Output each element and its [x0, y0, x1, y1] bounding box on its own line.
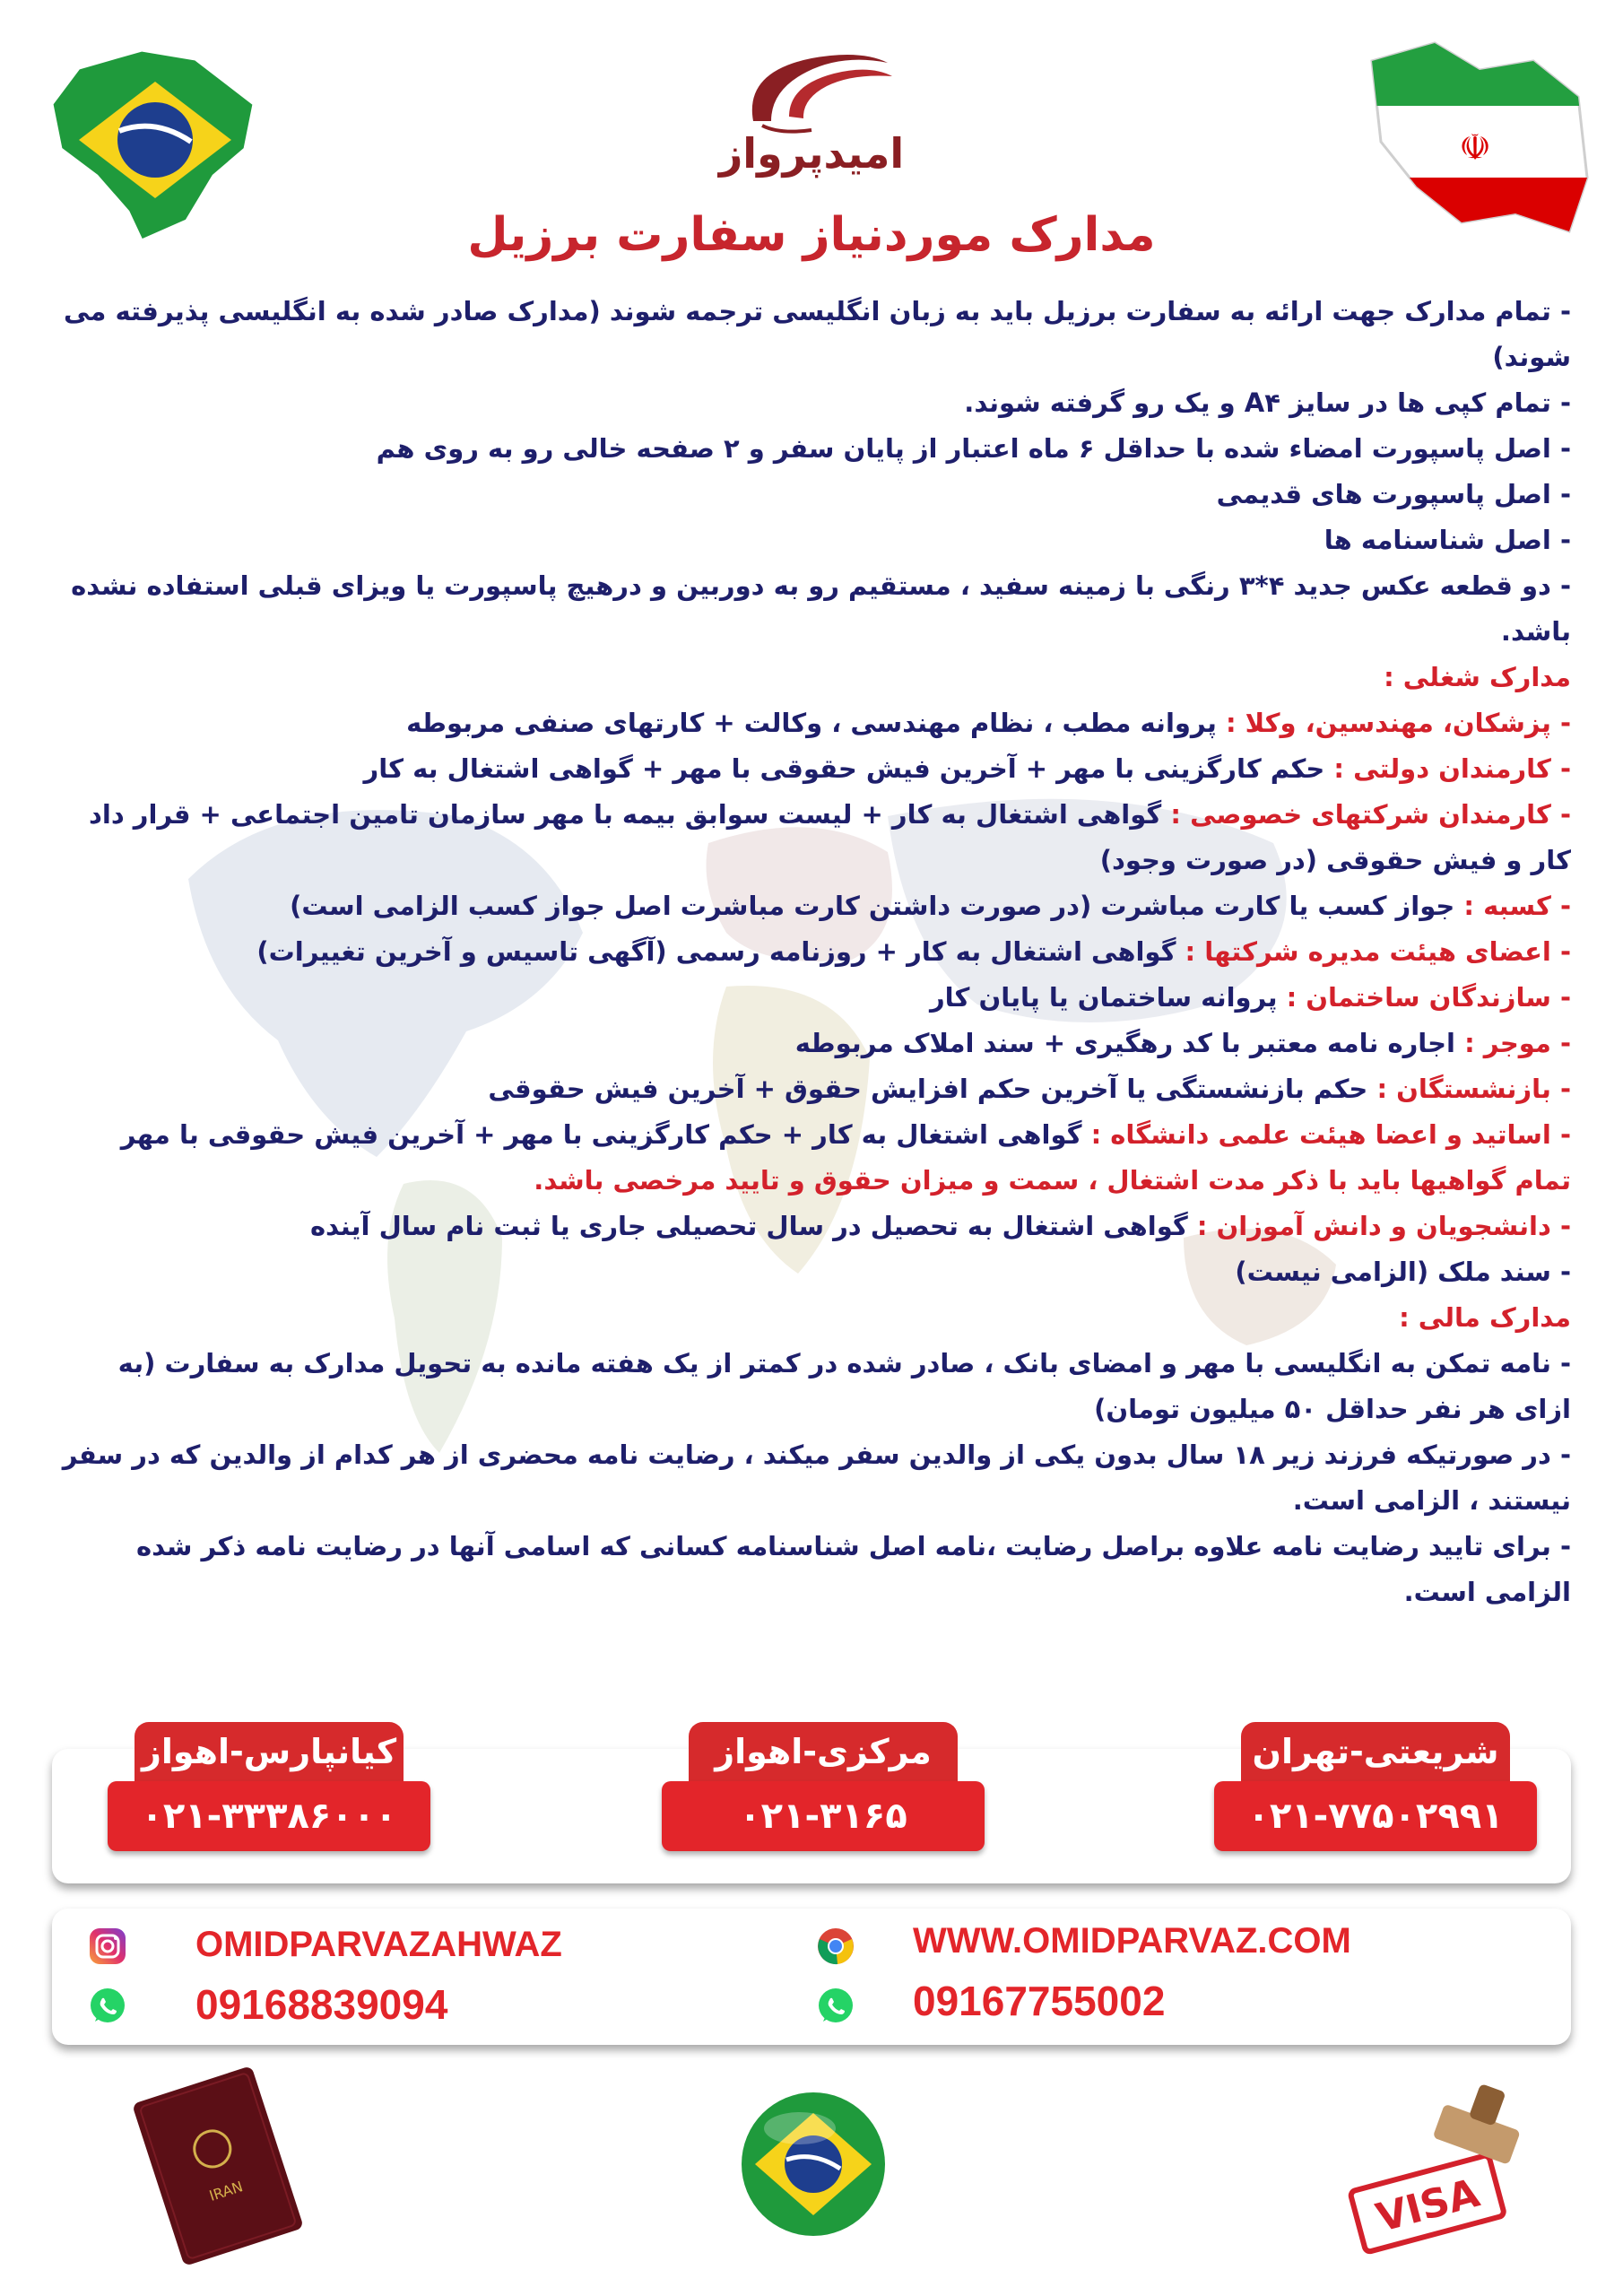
list-item: - اصل پاسپورت امضاء شده با حداقل ۶ ماه اعتبار از پایان سفر و ۲ صفحه خالی رو به روی هم — [376, 433, 1571, 464]
list-item — [56, 792, 1571, 883]
job-text: جواز کسب یا کارت مباشرت (در صورت داشتن کارت مباشرت اصل جواز کسب الزامی است) — [290, 891, 1464, 921]
header — [0, 0, 1623, 296]
brazil-map-flag — [43, 41, 267, 248]
certificate-note: تمام گواهیها باید با ذکر مدت اشتغال ، سمت و میزان حقوق و تایید مرخصی باشد. — [534, 1165, 1571, 1196]
list-item: - اصل شناسنامه ها — [1324, 525, 1571, 555]
website-url[interactable]: WWW.OMIDPARVAZ.COM — [913, 1921, 1351, 1961]
list-item — [56, 1066, 1571, 1112]
job-label: - کسبه : — [1463, 891, 1571, 921]
instagram-icon — [88, 1926, 127, 1966]
list-item — [56, 1021, 1571, 1066]
list-item: - نامه تمکن به انگلیسی با مهر و امضای بانک ، صادر شده در کمتر از یک هفته مانده به تحویل مدارک به سفارت (به ازای هر نفر حداقل ۵۰ میلیون تومان) — [117, 1348, 1571, 1424]
students-text: گواهی اشتغال به تحصیل در سال تحصیلی جاری یا ثبت نام سال آینده — [309, 1211, 1197, 1241]
list-item: - تمام مدارک جهت ارائه به سفارت برزیل باید به زبان انگلیسی ترجمه شوند (مدارک صادر شده به انگلیسی پذیرفته می شوند) — [64, 296, 1571, 372]
brand-logo — [713, 36, 910, 188]
list-item — [56, 929, 1571, 975]
list-item: - در صورتیکه فرزند زیر ۱۸ سال بدون یکی از والدین سفر میکند ، رضایت نامه محضری از هر کدام از والدین که در سفر نیستند ، الزامی است. — [62, 1439, 1571, 1516]
whatsapp-number-left[interactable]: 09168839094 — [195, 1981, 448, 2028]
instagram-handle[interactable]: OMIDPARVAZAHWAZ — [195, 1925, 562, 1964]
whatsapp-number-right[interactable]: 09167755002 — [913, 1978, 1166, 2024]
job-text: پروانه مطب ، نظام مهندسی ، وکالت + کارتهای صنفی مربوطه — [406, 708, 1226, 738]
list-item — [56, 883, 1571, 929]
financial-documents-heading: مدارک مالی : — [1399, 1302, 1571, 1333]
job-documents-heading: مدارک شغلی : — [1384, 662, 1571, 692]
branch-card-kianpars — [108, 1722, 430, 1866]
job-label: - سازندگان ساختمان : — [1286, 982, 1571, 1013]
students-label: - دانشجویان و دانش آموزان : — [1196, 1211, 1571, 1241]
job-label: - کارمندان شرکتهای خصوصی : — [1170, 799, 1571, 830]
job-text: گواهی اشتغال به کار + لیست سوابق بیمه با مهر سازمان تامین اجتماعی + قرار داد کار و فیش حقوقی (در صورت وجود) — [89, 799, 1571, 875]
branch-phone[interactable]: ۰۲۱-۳۳۳۸۶۰۰۰ — [108, 1781, 430, 1851]
page-title: مدارک موردنیاز سفارت برزیل — [467, 208, 1156, 262]
branch-phone[interactable]: ۰۲۱-۷۷۵۰۲۹۹۱ — [1214, 1781, 1537, 1851]
list-item — [56, 700, 1571, 746]
chrome-icon — [816, 1926, 855, 1966]
job-text: حکم کارگزینی با مهر + آخرین فیش حقوقی با مهر + گواهی اشتغال به کار — [363, 753, 1334, 784]
visa-stamp-image — [1320, 2079, 1553, 2258]
job-label: - موجر : — [1464, 1028, 1571, 1058]
job-label: - اعضای هیئت مدیره شرکتها : — [1185, 936, 1571, 967]
job-text: پروانه ساختمان یا پایان کار — [929, 982, 1287, 1013]
list-item: - برای تایید رضایت نامه علاوه براصل رضایت ،نامه اصل شناسنامه کسانی که اسامی آنها در رضایت نامه ذکر شده الزامی است. — [136, 1531, 1571, 1607]
list-item: - سند ملک (الزامی نیست) — [1235, 1257, 1571, 1287]
passport-label: IRAN — [207, 2178, 246, 2205]
job-text: اجاره نامه معتبر با کد رهگیری + سند املاک مربوطه — [794, 1028, 1465, 1058]
list-item: - اصل پاسپورت های قدیمی — [1216, 479, 1571, 509]
job-text: گواهی اشتغال به کار + حکم کارگزینی با مهر + آخرین فیش حقوقی با مهر — [120, 1119, 1091, 1150]
list-item: - دو قطعه عکس جدید ۴*۳ رنگی با زمینه سفید ، مستقیم رو به دوربین و درهیچ پاسپورت یا ویزای قبلی استفاده نشده باشد. — [71, 570, 1571, 647]
branch-name: شریعتی-تهران — [1241, 1722, 1510, 1785]
job-text: گواهی اشتغال به کار + روزنامه رسمی (آگهی تاسیس و آخرین تغییرات) — [256, 936, 1185, 967]
branches-panel — [52, 1732, 1571, 1883]
branch-card-markazi — [662, 1722, 985, 1866]
job-text: حکم بازنشستگی یا آخرین حکم افزایش حقوق + آخرین فیش حقوقی — [488, 1074, 1377, 1104]
job-label: - اساتید و اعضا هیئت علمی دانشگاه : — [1090, 1119, 1571, 1150]
iran-map-flag — [1354, 34, 1596, 258]
branch-name: مرکزی-اهواز — [689, 1722, 958, 1785]
list-item — [56, 1112, 1571, 1158]
stamp-label: VISA — [1371, 2170, 1485, 2242]
list-item — [56, 975, 1571, 1021]
list-item — [56, 1204, 1571, 1249]
svg-text:☫: ☫ — [1459, 127, 1491, 169]
list-item: - تمام کپی ها در سایز A۴ و یک رو گرفته شوند. — [964, 387, 1571, 418]
job-label: - کارمندان دولتی : — [1333, 753, 1571, 784]
job-label: - بازنشستگان : — [1376, 1074, 1571, 1104]
brazil-flag-ball — [737, 2088, 890, 2240]
whatsapp-icon — [88, 1986, 127, 2025]
iran-passport-image — [115, 2063, 321, 2269]
branch-card-shariati — [1214, 1722, 1537, 1866]
branch-name: کیانپارس-اهواز — [135, 1722, 404, 1785]
contacts-panel — [52, 1909, 1571, 2045]
job-label: - پزشکان، مهندسین، وکلا : — [1225, 708, 1571, 738]
whatsapp-icon — [816, 1986, 855, 2025]
list-item — [56, 746, 1571, 792]
requirements-list — [56, 289, 1571, 1615]
brand-name: امیدپرواز — [718, 129, 905, 178]
branch-phone[interactable]: ۰۲۱-۳۱۶۵ — [662, 1781, 985, 1851]
brand-swoosh-icon — [726, 36, 897, 135]
